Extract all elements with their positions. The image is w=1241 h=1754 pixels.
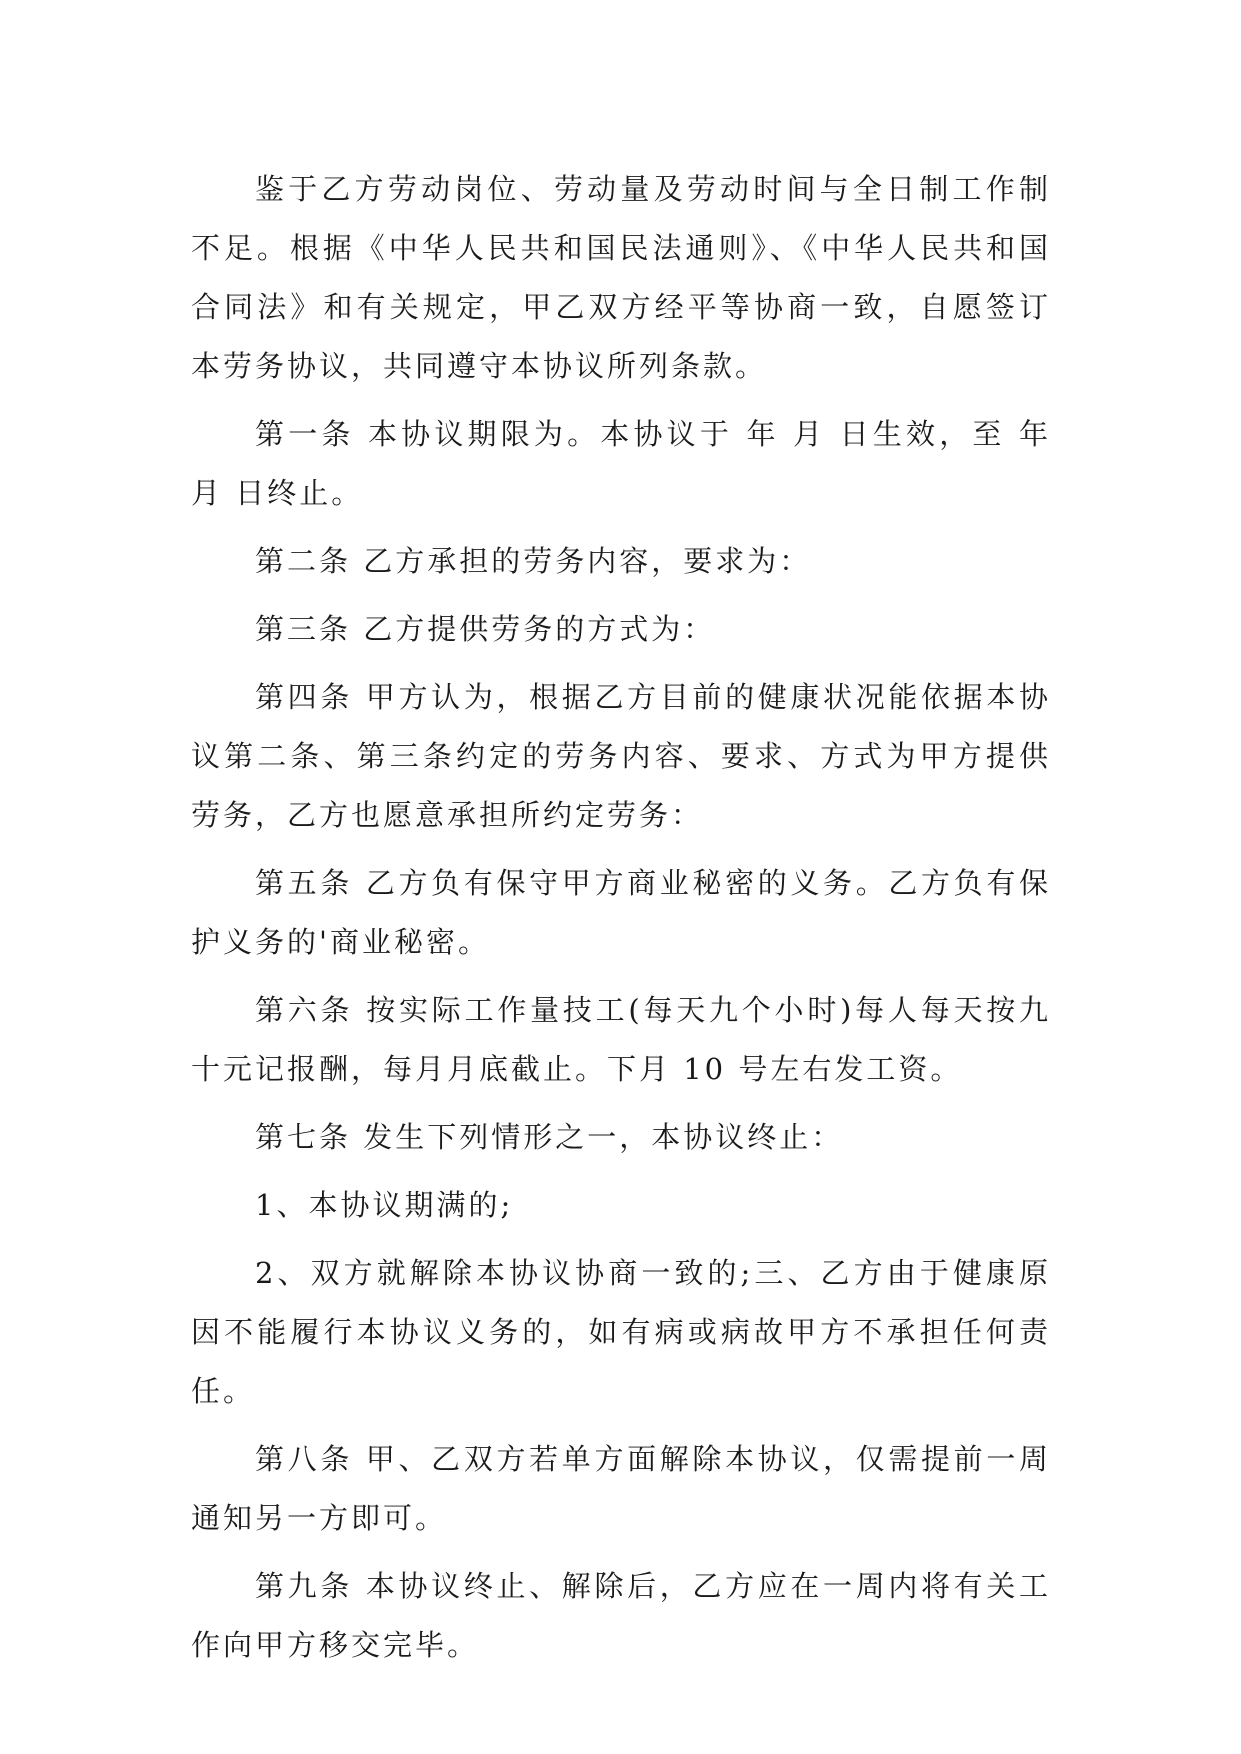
paragraph-article-5: 第五条 乙方负有保守甲方商业秘密的义务。乙方负有保护义务的'商业秘密。 bbox=[191, 866, 1051, 959]
list-item-2: 2、双方就解除本协议协商一致的;三、乙方由于健康原因不能履行本协议义务的，如有病或病故甲方不承担任何责任。 bbox=[191, 1256, 1051, 1408]
paragraph-preamble: 鉴于乙方劳动岗位、劳动量及劳动时间与全日制工作制不足。根据《中华人民共和国民法通则》、《中华人民共和国合同法》和有关规定，甲乙双方经平等协商一致，自愿签订本劳务协议，共同遵守本协议所列条款。 bbox=[191, 172, 1051, 383]
paragraph-article-6: 第六条 按实际工作量技工(每天九个小时)每人每天按九十元记报酬，每月月底截止。下月 10 号左右发工资。 bbox=[191, 993, 1051, 1086]
paragraph-article-1: 第一条 本协议期限为。本协议于 年 月 日生效，至 年 月 日终止。 bbox=[191, 417, 1051, 510]
paragraph-article-8: 第八条 甲、乙双方若单方面解除本协议，仅需提前一周通知另一方即可。 bbox=[191, 1442, 1051, 1535]
list-item-1: 1、本协议期满的; bbox=[255, 1188, 514, 1222]
paragraph-article-7: 第七条 发生下列情形之一，本协议终止： bbox=[255, 1120, 844, 1154]
paragraph-article-4: 第四条 甲方认为，根据乙方目前的健康状况能依据本协议第二条、第三条约定的劳务内容、要求、方式为甲方提供劳务，乙方也愿意承担所约定劳务： bbox=[191, 680, 1051, 832]
document-body bbox=[191, 160, 1051, 1684]
paragraph-article-3: 第三条 乙方提供劳务的方式为： bbox=[255, 612, 716, 646]
paragraph-article-9: 第九条 本协议终止、解除后，乙方应在一周内将有关工作向甲方移交完毕。 bbox=[191, 1569, 1051, 1662]
paragraph-article-2: 第二条 乙方承担的劳务内容，要求为： bbox=[255, 544, 812, 578]
